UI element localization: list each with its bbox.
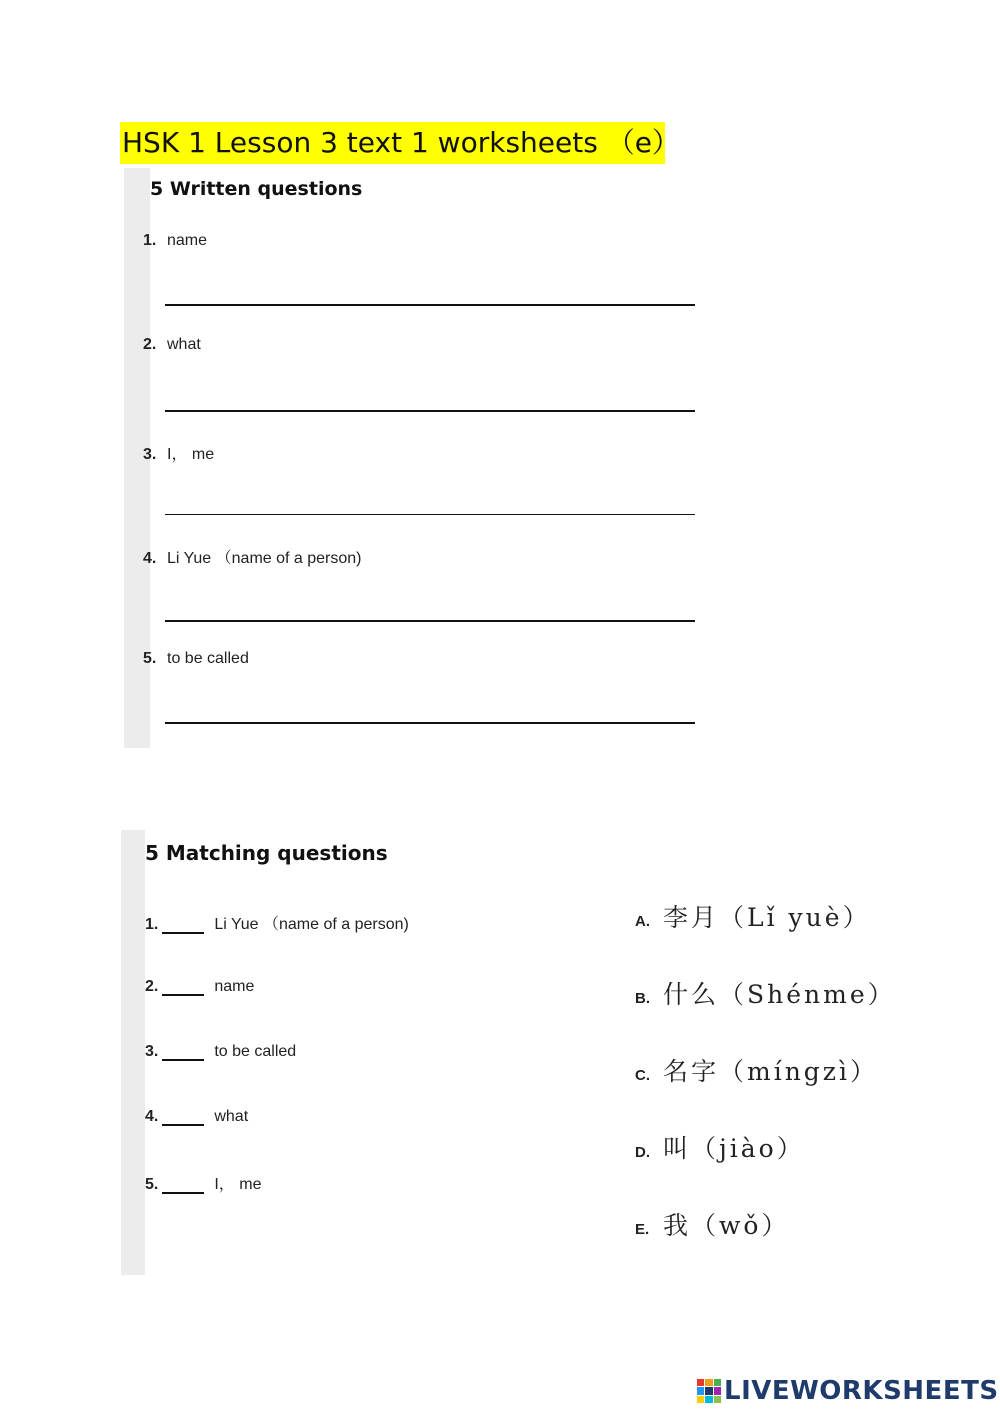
option-term: 叫（jiào） <box>663 1134 805 1163</box>
question-number: 4. <box>145 1108 159 1125</box>
question-prompt: what <box>167 336 201 353</box>
question-prompt: name <box>214 978 255 995</box>
option-letter: B. <box>635 990 650 1007</box>
matching-question-2 <box>145 976 254 996</box>
option-term: 李月（Lǐ yuè） <box>663 903 871 932</box>
matching-option-b <box>635 975 896 1011</box>
question-number: 2. <box>145 978 159 995</box>
written-answer-4[interactable] <box>165 598 695 622</box>
logo-tile <box>714 1379 721 1386</box>
option-letter: C. <box>635 1067 650 1084</box>
question-number: 3. <box>145 1043 159 1060</box>
question-prompt: to be called <box>167 650 249 667</box>
matching-answer-4[interactable] <box>162 1106 204 1126</box>
written-answer-1[interactable] <box>165 282 695 306</box>
liveworksheets-logo <box>697 1376 999 1406</box>
worksheet-title: HSK 1 Lesson 3 text 1 worksheets （e） <box>120 122 665 164</box>
matching-option-a <box>635 898 871 934</box>
written-question-5 <box>143 650 249 668</box>
question-prompt: to be called <box>214 1043 297 1060</box>
matching-answer-2[interactable] <box>162 976 204 996</box>
option-term: 我（wǒ） <box>663 1211 790 1240</box>
matching-section-heading: 5 Matching questions <box>145 841 388 865</box>
logo-tile <box>705 1379 712 1386</box>
logo-tile <box>697 1387 704 1394</box>
matching-question-1 <box>145 911 409 934</box>
logo-tile <box>705 1396 712 1403</box>
question-number: 1. <box>145 916 159 933</box>
written-section-heading: 5 Written questions <box>150 178 363 200</box>
written-answer-2[interactable] <box>165 388 695 412</box>
logo-tile <box>714 1396 721 1403</box>
logo-tile <box>697 1396 704 1403</box>
written-answer-5[interactable] <box>165 700 695 724</box>
matching-answer-3[interactable] <box>162 1041 204 1061</box>
matching-option-c <box>635 1052 878 1088</box>
question-prompt: I， me <box>214 1176 262 1193</box>
matching-option-d <box>635 1129 805 1165</box>
written-question-2 <box>143 336 201 354</box>
question-prompt: Li Yue （name of a person) <box>214 916 409 933</box>
question-number: 1. <box>143 232 157 249</box>
matching-answer-5[interactable] <box>162 1174 204 1194</box>
option-letter: A. <box>635 913 650 930</box>
matching-option-e <box>635 1206 789 1242</box>
option-letter: E. <box>635 1221 650 1238</box>
written-question-1 <box>143 232 207 250</box>
matching-question-3 <box>145 1041 296 1061</box>
option-letter: D. <box>635 1144 650 1161</box>
matching-question-4 <box>145 1106 248 1126</box>
matching-question-5 <box>145 1171 261 1194</box>
written-answer-3[interactable] <box>165 492 695 515</box>
logo-tile <box>697 1379 704 1386</box>
question-number: 4. <box>143 550 157 567</box>
logo-text: LIVEWORKSHEETS <box>724 1376 999 1406</box>
matching-section-bar <box>121 830 145 1275</box>
question-number: 2. <box>143 336 157 353</box>
written-question-3 <box>143 441 214 464</box>
logo-tile <box>714 1387 721 1394</box>
question-prompt: name <box>167 232 208 249</box>
option-term: 名字（míngzì） <box>663 1057 878 1086</box>
question-prompt: I， me <box>167 446 215 463</box>
logo-tile <box>705 1387 712 1394</box>
matching-answer-1[interactable] <box>162 914 204 934</box>
question-prompt: Li Yue （name of a person) <box>167 550 362 567</box>
question-number: 3. <box>143 446 157 463</box>
question-prompt: what <box>214 1108 249 1125</box>
written-question-4 <box>143 545 362 568</box>
logo-grid-icon <box>697 1379 721 1403</box>
question-number: 5. <box>145 1176 159 1193</box>
option-term: 什么（Shénme） <box>663 980 896 1009</box>
question-number: 5. <box>143 650 157 667</box>
